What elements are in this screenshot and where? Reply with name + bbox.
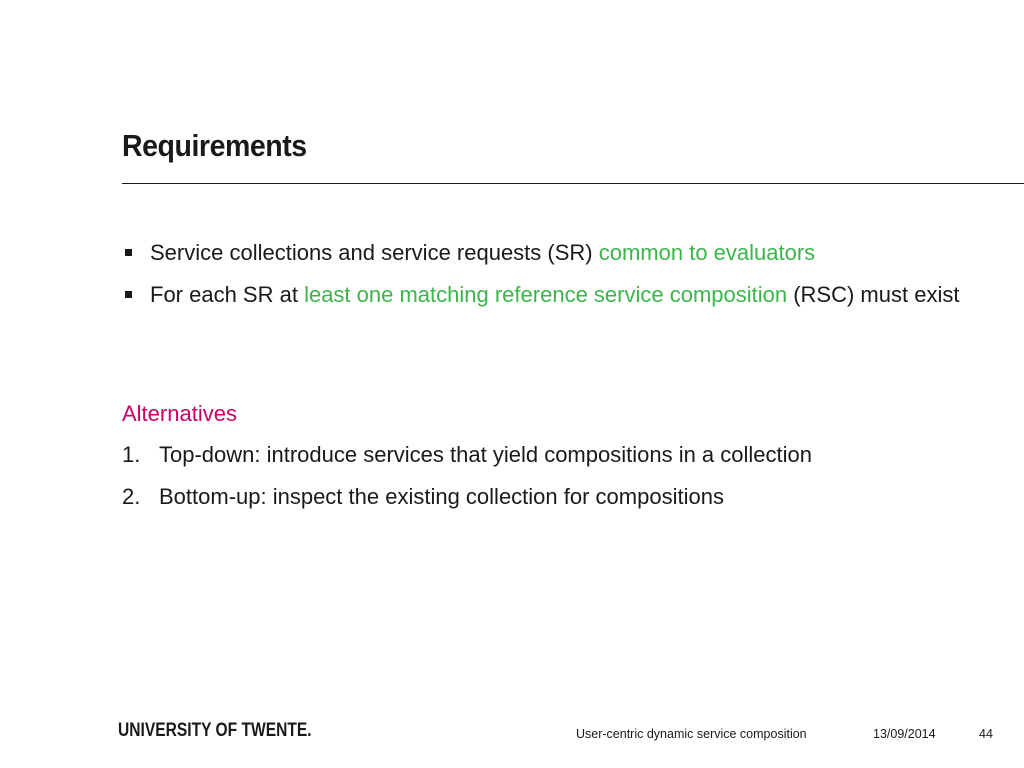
highlighted-text: least one matching reference service composition bbox=[304, 282, 788, 307]
item-text: Top-down: introduce services that yield compositions in a collection bbox=[159, 442, 812, 467]
highlighted-text: common to evaluators bbox=[598, 240, 816, 265]
title-divider bbox=[122, 183, 1024, 184]
numbered-list bbox=[122, 439, 1002, 523]
item-number: 2. bbox=[122, 484, 141, 509]
footer-caption: User-centric dynamic service composition bbox=[576, 727, 807, 741]
bullet-list bbox=[122, 237, 1002, 321]
bullet-text: (RSC) must exist bbox=[787, 282, 960, 307]
item-text: Bottom-up: inspect the existing collection for compositions bbox=[159, 484, 724, 509]
item-number: 1. bbox=[122, 442, 141, 467]
numbered-item bbox=[122, 439, 1002, 471]
university-logo: UNIVERSITY OF TWENTE. bbox=[118, 720, 312, 741]
bullet-text: Service collections and service requests (SR) bbox=[150, 240, 599, 265]
numbered-item bbox=[122, 481, 1002, 513]
bullet-item bbox=[122, 279, 1002, 311]
square-bullet-icon bbox=[125, 249, 132, 256]
footer-date: 13/09/2014 bbox=[873, 727, 936, 741]
section-heading: Alternatives bbox=[122, 401, 237, 426]
bullet-text: For each SR at bbox=[150, 282, 305, 307]
bullet-item bbox=[122, 237, 1002, 269]
slide-title: Requirements bbox=[122, 128, 307, 163]
square-bullet-icon bbox=[125, 291, 132, 298]
page-number: 44 bbox=[979, 727, 993, 741]
